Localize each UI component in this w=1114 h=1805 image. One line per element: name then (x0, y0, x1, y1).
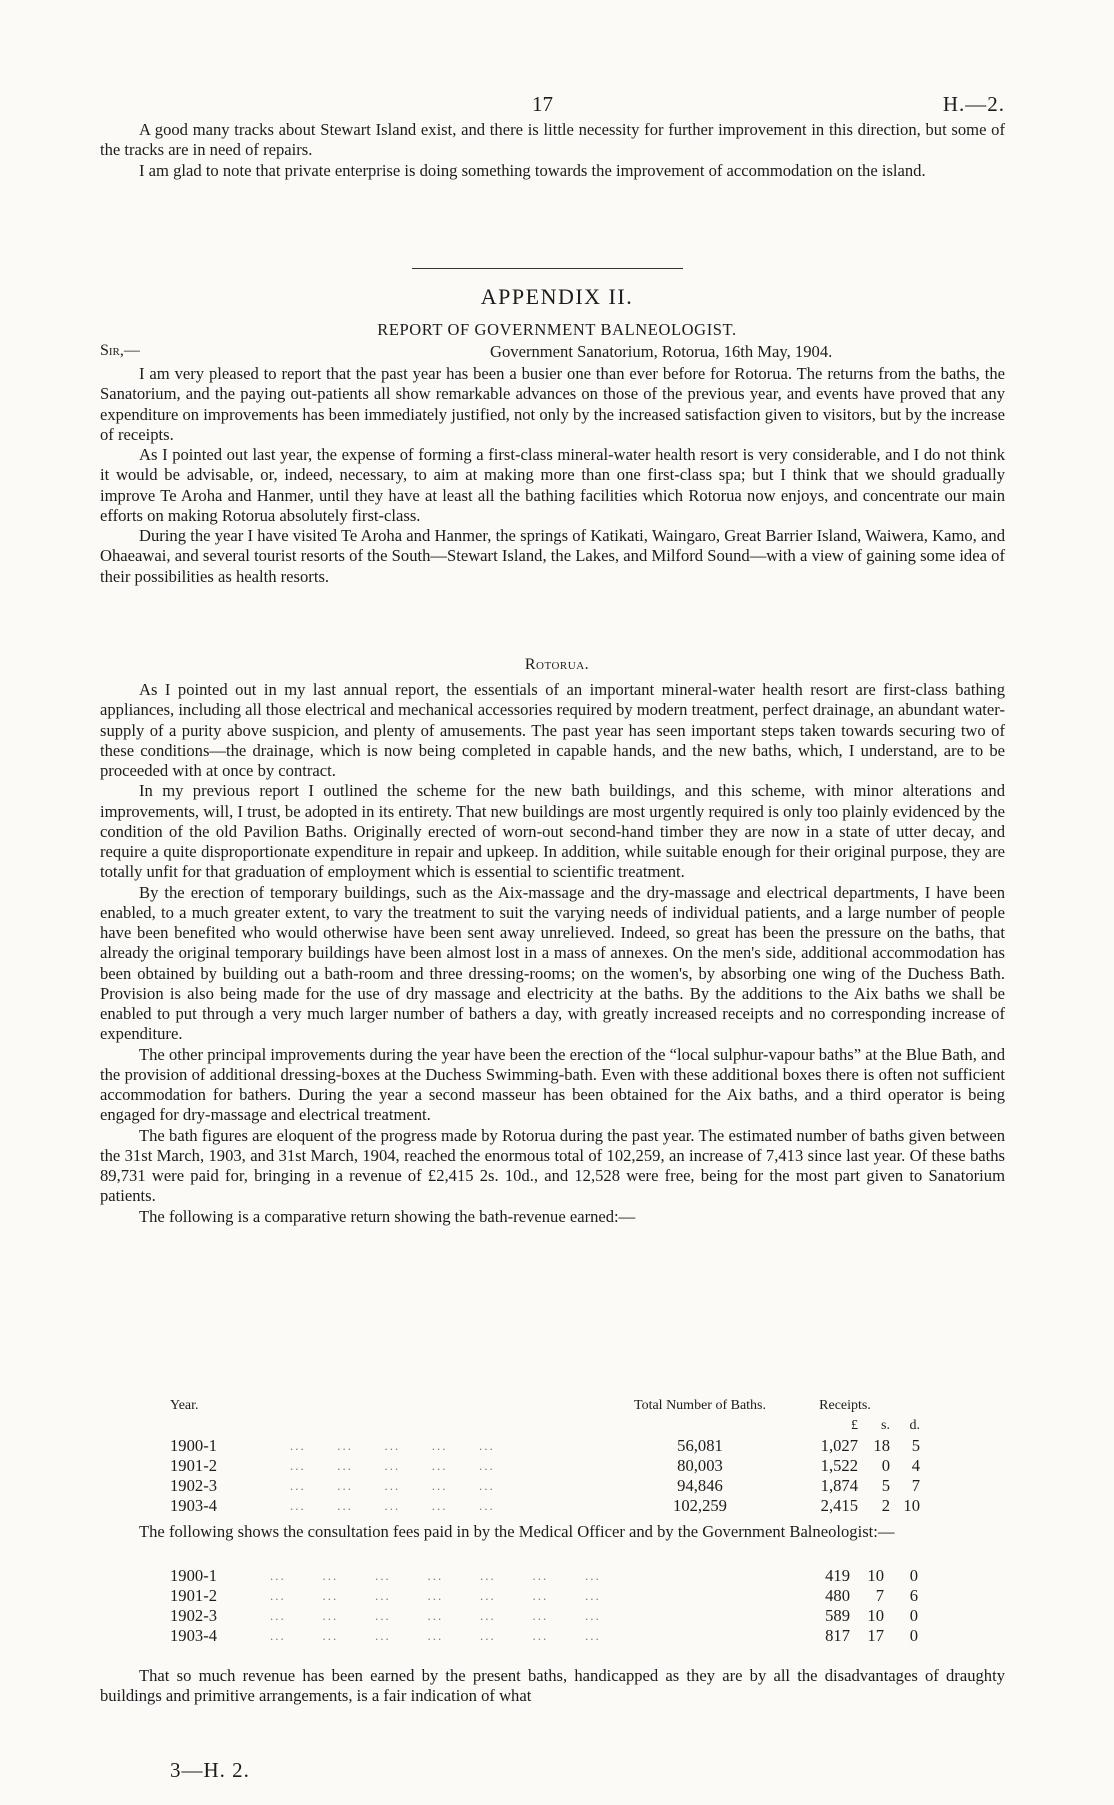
shillings-cell: 10 (867, 1566, 884, 1585)
year-cell: 1902-3 (170, 1476, 218, 1495)
table-row (170, 1626, 918, 1646)
year-cell: 1902-3 (170, 1606, 218, 1625)
col-pence-header: d. (909, 1418, 920, 1433)
appendix-title: APPENDIX II. (480, 284, 634, 309)
bath-revenue-table (170, 1396, 920, 1516)
leader-dots: ... ... ... ... ... (290, 1498, 495, 1513)
leader-dots: ... ... ... ... ... (290, 1458, 495, 1473)
leader-dots: ... ... ... ... ... ... ... (270, 1568, 601, 1583)
total-cell: 94,846 (677, 1476, 723, 1495)
stewart-island-section (100, 120, 1005, 181)
dateline: Government Sanatorium, Rotorua, 16th May, 1904. (490, 342, 833, 361)
col-pounds-header: £ (851, 1418, 858, 1433)
table-subheader-row (170, 1416, 920, 1436)
table-row (170, 1436, 920, 1456)
pence-cell: 6 (909, 1586, 918, 1605)
year-cell: 1901-2 (170, 1586, 218, 1605)
page-header (100, 92, 1005, 116)
document-reference: H.—2. (942, 92, 1005, 116)
fees-intro-section (100, 1522, 1005, 1542)
table-row (170, 1566, 918, 1586)
year-cell: 1903-4 (170, 1626, 218, 1645)
paragraph: As I pointed out last year, the expense of forming a first-class mineral-water health resort is very considerable, and I do not think it would be advisable, or, indeed, necessary, to aim at making more than one first-class spa; but I think that we should gradually improve Te Aroha and Hanmer, until they have at least all the bathing facilities which Rotorua now enjoys, and concentrate our main efforts on making Rotorua absolutely first-class. (100, 445, 1005, 525)
leader-dots: ... ... ... ... ... (290, 1478, 495, 1493)
pence-cell: 7 (911, 1476, 920, 1495)
paragraph: I am very pleased to report that the past year has been a busier one than ever before for Rotorua. The returns from the baths, the Sanatorium, and the paying out-patients all show remarkable advances on those of the previous year, and events have proved that any expenditure on improvements has been immediately justified, not only by the increased satisfaction given to visitors, but by the increase of receipts. (100, 364, 1005, 444)
total-cell: 56,081 (677, 1436, 723, 1455)
pounds-cell: 419 (825, 1566, 850, 1585)
pence-cell: 10 (903, 1496, 920, 1515)
pence-cell: 0 (909, 1566, 918, 1585)
pounds-cell: 1,522 (820, 1456, 858, 1475)
col-year-header: Year. (170, 1398, 199, 1413)
table-row (170, 1476, 920, 1496)
shillings-cell: 10 (867, 1606, 884, 1625)
col-shillings-header: s. (881, 1418, 890, 1433)
paragraph: The bath figures are eloquent of the progress made by Rotorua during the past year. The estimated number of baths given between the 31st March, 1903, and 31st March, 1904, reached the enormous total of 102,259, an increase of 7,413 since last year. Of these baths 89,731 were paid for, bringing in a revenue of £2,415 2s. 10d., and 12,528 were free, being for the most part given to Sanatorium patients. (100, 1125, 1005, 1206)
paragraph: In my previous report I outlined the scheme for the new bath buildings, and this scheme, with minor alterations and improvements, will, I trust, be adopted in its entirety. That new buildings are most urgently required is only too plainly evidenced by the condition of the old Pavilion Baths. Originally erected of worn-out second-hand timber they are now in a state of utter decay, and require a quite disproportionate expenditure in repair and upkeep. In addition, while suitable enough for their original purpose, they are totally unfit for that graduation of employment which is essential to scientific treatment. (100, 781, 1005, 882)
introduction-section (100, 364, 1005, 587)
paragraph: That so much revenue has been earned by the present baths, handicapped as they are by all the disadvantages of draughty buildings and primitive arrangements, is a fair indication of what (100, 1666, 1005, 1706)
total-cell: 102,259 (673, 1496, 727, 1515)
paragraph: As I pointed out in my last annual report, the essentials of an important mineral-water health resort are first-class bathing appliances, including all those electrical and mechanical accessories required by modern treatment, perfect drainage, an abundant water-supply of a purity above suspicion, and plenty of amusements. The past year has seen important steps taken towards securing two of these conditions—the drainage, which is now being completed in capable hands, and the new baths, which, I understand, are to be proceeded with at once by contract. (100, 680, 1005, 780)
leader-dots: ... ... ... ... ... ... ... (270, 1608, 601, 1623)
report-title: REPORT OF GOVERNMENT BALNEOLOGIST. (377, 320, 737, 339)
closing-section (100, 1666, 1005, 1707)
table-row (170, 1586, 918, 1606)
total-cell: 80,003 (677, 1456, 723, 1475)
pounds-cell: 2,415 (820, 1496, 858, 1515)
table-intro: The following shows the consultation fees paid in by the Medical Officer and by the Government Balneologist:— (139, 1522, 895, 1541)
shillings-cell: 17 (867, 1626, 884, 1645)
shillings-cell: 2 (881, 1496, 890, 1515)
leader-dots: ... ... ... ... ... ... ... (270, 1628, 601, 1643)
paragraph: A good many tracks about Stewart Island exist, and there is little necessity for further improvement in this direction, but some of the tracks are in need of repairs. (100, 120, 1005, 160)
shillings-cell: 7 (875, 1586, 884, 1605)
pence-cell: 0 (909, 1626, 918, 1645)
section-divider (412, 268, 683, 269)
pounds-cell: 589 (825, 1606, 850, 1625)
pence-cell: 4 (911, 1456, 920, 1475)
paragraph: By the erection of temporary buildings, such as the Aix-massage and the dry-massage and electrical departments, I have been enabled, to a much greater extent, to vary the treatment to suit the varying needs of individual patients, and a large number of people have been benefited who would otherwise have been sent away unrelieved. Indeed, so great has been the pressure on the baths, that already the original temporary buildings have been almost lost in a mass of annexes. On the men's side, additional accommodation has been obtained by building out a bath-room and three dressing-rooms; on the women's, by absorbing one wing of the Duchess Bath. Provision is also being made for the use of dry massage and electricity at the baths. By the additions to the Aix baths we shall be enabled to put through a very much larger number of bathers a day, with greatly increased receipts and no corresponding increase of expenditure. (100, 882, 1005, 1044)
pounds-cell: 480 (825, 1586, 850, 1605)
paragraph: I am glad to note that private enterprise is doing something towards the improvement of accommodation on the island. (139, 160, 926, 180)
year-cell: 1901-2 (170, 1456, 218, 1475)
rotorua-section (100, 680, 1005, 1227)
paragraph: The other principal improvements during the year have been the erection of the “local sulphur-vapour baths” at the Blue Bath, and the provision of additional dressing-boxes at the Duchess Swimming-bath. Even with these additional boxes there is often not sufficient accommodation for bathers. During the year a second masseur has been obtained for the Aix baths, and a third operator is being engaged for dry-massage and electrical treatment. (100, 1044, 1005, 1125)
year-cell: 1900-1 (170, 1566, 218, 1585)
table-row (170, 1456, 920, 1476)
leader-dots: ... ... ... ... ... ... ... (270, 1588, 601, 1603)
col-total-header: Total Number of Baths. (634, 1398, 766, 1413)
year-cell: 1903-4 (170, 1496, 218, 1515)
rotorua-heading: Rotorua. (524, 656, 590, 673)
pence-cell: 0 (909, 1606, 918, 1625)
pounds-cell: 1,027 (820, 1436, 858, 1455)
page-footer-signature: 3—H. 2. (170, 1758, 250, 1782)
table-header-row (170, 1396, 920, 1416)
consultation-fees-table (170, 1566, 918, 1646)
shillings-cell: 5 (881, 1476, 890, 1495)
pounds-cell: 817 (825, 1626, 850, 1645)
shillings-cell: 0 (881, 1456, 890, 1475)
shillings-cell: 18 (873, 1436, 890, 1455)
table-row (170, 1606, 918, 1626)
leader-dots: ... ... ... ... ... (290, 1438, 495, 1453)
salutation: Sir,— (100, 342, 140, 359)
pence-cell: 5 (911, 1436, 920, 1455)
year-cell: 1900-1 (170, 1436, 218, 1455)
paragraph: During the year I have visited Te Aroha and Hanmer, the springs of Katikati, Waingaro, Great Barrier Island, Waiwera, Kamo, and Ohaeawai, and several tourist resorts of the South—Stewart Island, the Lakes, and Milford Sound—with a view of gaining some idea of their possibilities as health resorts. (100, 526, 1005, 586)
table-row (170, 1496, 920, 1516)
col-receipts-header: Receipts. (819, 1398, 871, 1413)
page-number: 17 (532, 92, 553, 116)
pounds-cell: 1,874 (820, 1476, 858, 1495)
table-intro: The following is a comparative return showing the bath-revenue earned:— (139, 1206, 636, 1226)
